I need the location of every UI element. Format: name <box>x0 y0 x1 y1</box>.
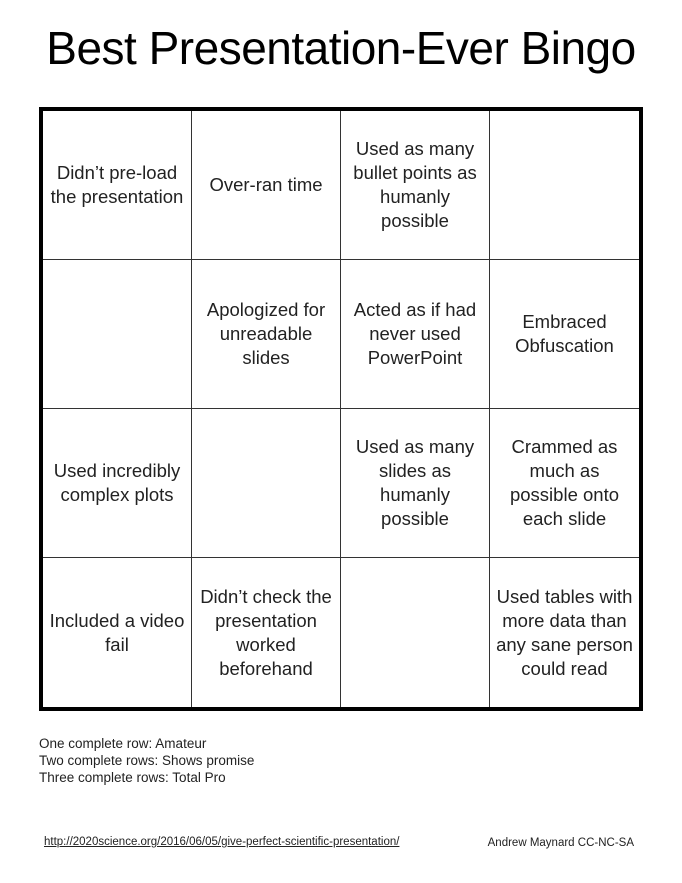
bingo-cell <box>341 558 490 707</box>
source-link[interactable]: http://2020science.org/2016/06/05/give-perfect-scientific-presentation/ <box>44 836 400 848</box>
bingo-cell: Acted as if had never used PowerPoint <box>341 260 490 409</box>
page-title: Best Presentation-Ever Bingo <box>46 22 636 74</box>
scoring-line: One complete row: Amateur <box>39 736 207 751</box>
scoring-line: Two complete rows: Shows promise <box>39 753 255 768</box>
bingo-cell <box>490 111 639 260</box>
bingo-cell: Crammed as much as possible onto each slide <box>490 409 639 558</box>
bingo-cell: Used as many bullet points as humanly possible <box>341 111 490 260</box>
bingo-cell: Used tables with more data than any sane person could read <box>496 585 633 679</box>
author-credit: Andrew Maynard CC-NC-SA <box>487 837 634 849</box>
scoring-legend <box>39 735 254 786</box>
bingo-cell: Used incredibly complex plots <box>43 409 192 558</box>
bingo-cell: Embraced Obfuscation <box>490 260 639 409</box>
bingo-cell <box>43 260 192 409</box>
bingo-cell <box>192 409 341 558</box>
bingo-grid <box>39 107 643 711</box>
bingo-cell: Didn’t pre-load the presentation <box>43 111 192 260</box>
bingo-cell: Included a video fail <box>43 558 192 707</box>
bingo-cell: Used as many slides as humanly possible <box>341 409 490 558</box>
bingo-cell: Over-ran time <box>192 111 341 260</box>
bingo-cell: Didn’t check the presentation worked beforehand <box>192 558 341 707</box>
scoring-line: Three complete rows: Total Pro <box>39 770 226 785</box>
bingo-cell: Apologized for unreadable slides <box>192 260 341 409</box>
